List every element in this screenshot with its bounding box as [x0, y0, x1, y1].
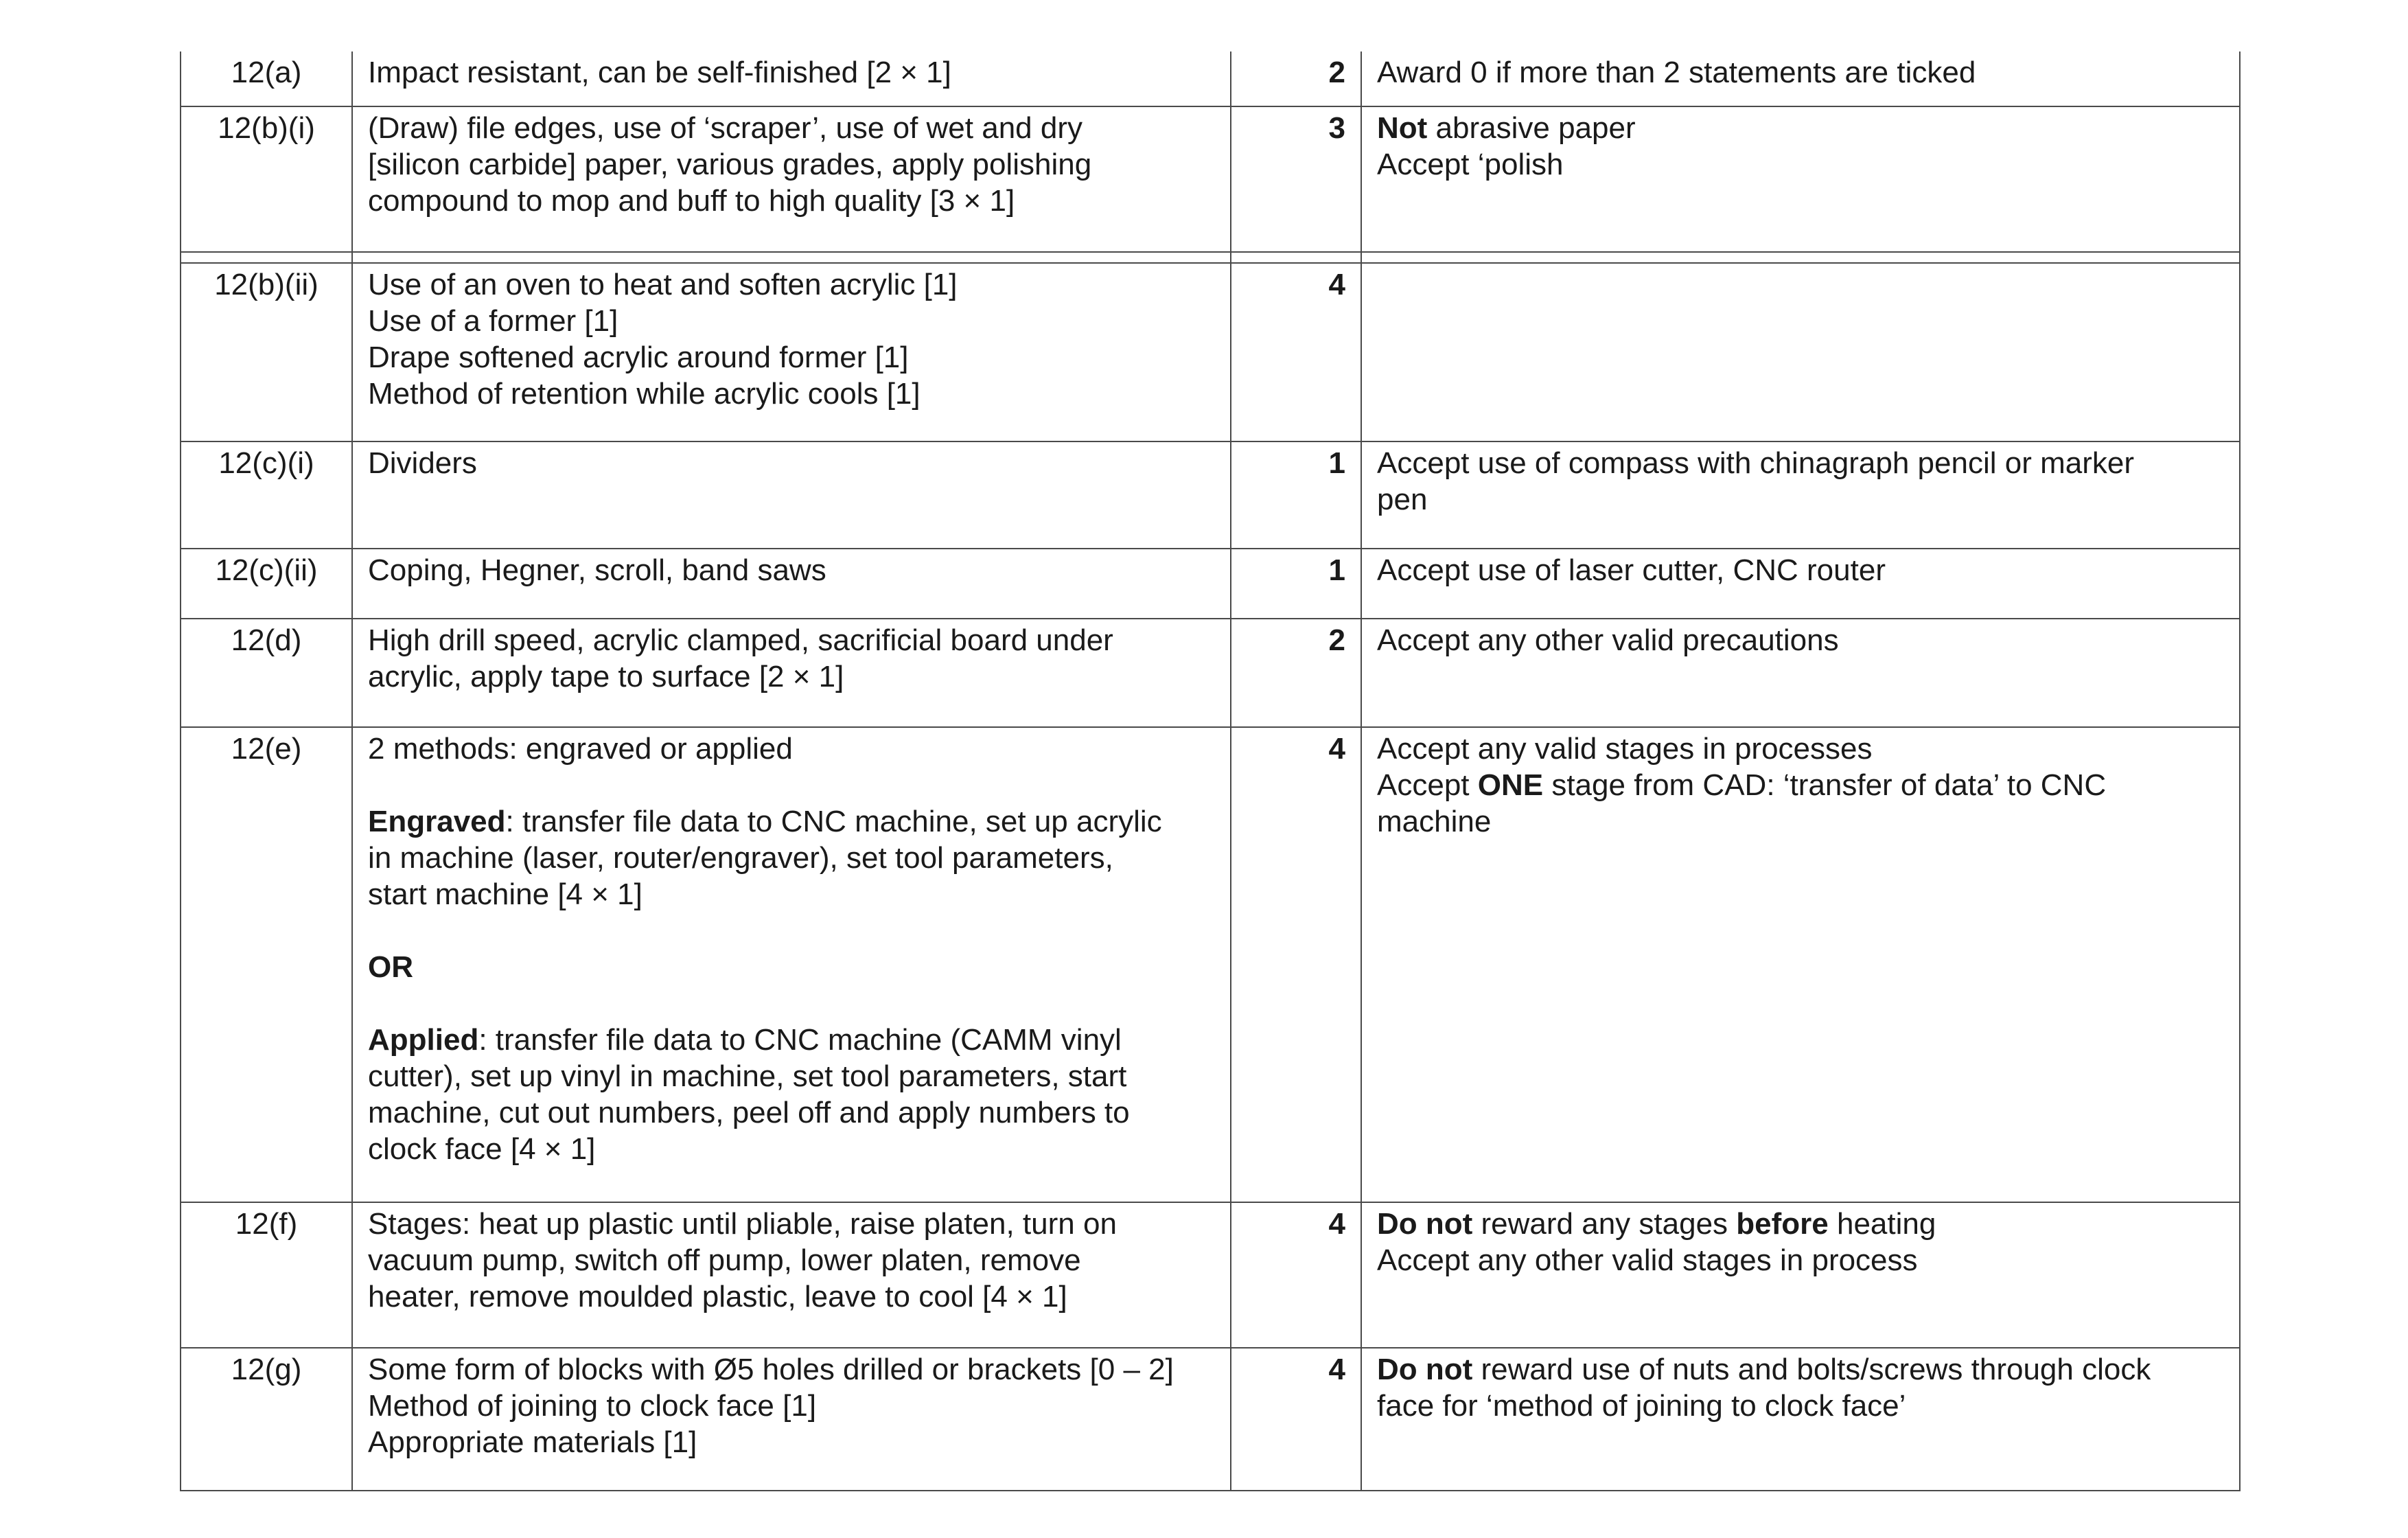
- guidance-bold: before: [1736, 1207, 1829, 1241]
- blank-line: [368, 767, 1216, 803]
- guidance-bold: Do not: [1377, 1353, 1473, 1386]
- table-row-12d: [181, 619, 2240, 727]
- guidance-line: Accept any other valid stages in process: [1377, 1243, 1918, 1277]
- table-row-12cii: [181, 549, 2240, 619]
- engraved-label: Engraved: [368, 805, 506, 838]
- question-number: 12(c)(i): [181, 441, 352, 549]
- table-row-12bi: [181, 106, 2240, 252]
- guidance-line: machine: [1377, 805, 1492, 838]
- answer-line: [368, 949, 1216, 985]
- guidance-text: Accept: [1377, 768, 1478, 802]
- answer-cell: [352, 51, 1231, 106]
- answer-line: Method of joining to clock face [1]: [368, 1389, 817, 1423]
- answer-line: start machine [4 × 1]: [368, 877, 642, 911]
- answer-line: [368, 803, 1216, 840]
- answer-line: cutter), set up vinyl in machine, set tool parameters, start: [368, 1059, 1127, 1093]
- question-number: 12(f): [181, 1202, 352, 1348]
- answer-line: Use of an oven to heat and soften acrylic [1]: [368, 268, 958, 301]
- blank-line: [368, 985, 1216, 1022]
- divider-cell: [181, 252, 352, 263]
- guidance-line: Award 0 if more than 2 statements are ticked: [1377, 56, 1976, 89]
- guidance-text: reward any stages: [1472, 1207, 1737, 1241]
- answer-line: Use of a former [1]: [368, 304, 618, 338]
- answer-cell: [352, 441, 1231, 549]
- table-row-12ci: [181, 441, 2240, 549]
- marks-cell: 2: [1231, 51, 1361, 106]
- answer-line: clock face [4 × 1]: [368, 1132, 596, 1166]
- guidance-line: Accept any valid stages in processes: [1377, 732, 1873, 766]
- guidance-cell: [1361, 51, 2240, 106]
- guidance-bold: Do not: [1377, 1207, 1473, 1241]
- answer-line: Appropriate materials [1]: [368, 1425, 697, 1459]
- answer-line: [368, 1022, 1216, 1058]
- guidance-cell: [1361, 1348, 2240, 1491]
- guidance-cell: [1361, 106, 2240, 252]
- answer-line: (Draw) file edges, use of ‘scraper’, use of wet and dry: [368, 111, 1083, 145]
- marks-cell: 4: [1231, 727, 1361, 1202]
- question-number: 12(g): [181, 1348, 352, 1491]
- answer-line: Stages: heat up plastic until pliable, raise platen, turn on: [368, 1207, 1117, 1241]
- question-number: 12(c)(ii): [181, 549, 352, 619]
- guidance-line: Accept any other valid precautions: [1377, 623, 1839, 657]
- answer-text: : transfer file data to CNC machine (CAMM vinyl: [478, 1023, 1122, 1057]
- guidance-text: abrasive paper: [1427, 111, 1636, 145]
- answer-cell: [352, 549, 1231, 619]
- answer-cell: [352, 263, 1231, 441]
- answer-line: heater, remove moulded plastic, leave to cool [4 × 1]: [368, 1280, 1067, 1313]
- answer-line: vacuum pump, switch off pump, lower platen, remove: [368, 1243, 1081, 1277]
- answer-line: compound to mop and buff to high quality [3 × 1]: [368, 184, 1015, 218]
- question-number: 12(b)(ii): [181, 263, 352, 441]
- guidance-line: Accept ‘polish: [1377, 148, 1564, 181]
- question-number: 12(e): [181, 727, 352, 1202]
- guidance-cell: [1361, 441, 2240, 549]
- table-row-divider: [181, 252, 2240, 263]
- question-number: 12(a): [181, 51, 352, 106]
- guidance-line: [1377, 1351, 2225, 1388]
- answer-cell: [352, 619, 1231, 727]
- question-number: 12(b)(i): [181, 106, 352, 252]
- applied-label: Applied: [368, 1023, 479, 1057]
- answer-cell: [352, 106, 1231, 252]
- answer-line: in machine (laser, router/engraver), set tool parameters,: [368, 841, 1113, 875]
- marks-cell: 3: [1231, 106, 1361, 252]
- answer-line: [silicon carbide] paper, various grades, apply polishing: [368, 148, 1092, 181]
- guidance-cell: [1361, 263, 2240, 441]
- marks-cell: 1: [1231, 441, 1361, 549]
- guidance-text: reward use of nuts and bolts/screws through clock: [1472, 1353, 2151, 1386]
- guidance-line: pen: [1377, 483, 1428, 516]
- answer-cell: [352, 1348, 1231, 1491]
- guidance-cell: [1361, 619, 2240, 727]
- answer-line: Method of retention while acrylic cools [1]: [368, 377, 921, 411]
- answer-line: Some form of blocks with Ø5 holes drilled or brackets [0 – 2]: [368, 1353, 1174, 1386]
- mark-scheme-table: [180, 51, 2241, 1491]
- table-row-12g: [181, 1348, 2240, 1491]
- blank-line: [368, 913, 1216, 949]
- table-row-12a: [181, 51, 2240, 106]
- answer-line: 2 methods: engraved or applied: [368, 732, 793, 766]
- guidance-line: Accept use of laser cutter, CNC router: [1377, 553, 1886, 587]
- answer-line: Dividers: [368, 446, 477, 480]
- guidance-line: face for ‘method of joining to clock face’: [1377, 1389, 1906, 1423]
- marks-cell: 4: [1231, 1202, 1361, 1348]
- guidance-text: stage from CAD: ‘transfer of data’ to CNC: [1543, 768, 2107, 802]
- question-number: 12(d): [181, 619, 352, 727]
- guidance-line: [1377, 767, 2225, 803]
- marks-cell: 4: [1231, 263, 1361, 441]
- answer-line: High drill speed, acrylic clamped, sacrificial board under: [368, 623, 1113, 657]
- marks-cell: 1: [1231, 549, 1361, 619]
- guidance-cell: [1361, 549, 2240, 619]
- answer-cell: [352, 727, 1231, 1202]
- marks-cell: 2: [1231, 619, 1361, 727]
- table-row-12e: [181, 727, 2240, 1202]
- guidance-bold: ONE: [1477, 768, 1544, 802]
- guidance-bold: Not: [1377, 111, 1428, 145]
- answer-line: machine, cut out numbers, peel off and apply numbers to: [368, 1096, 1130, 1129]
- divider-cell: [1231, 252, 1361, 263]
- answer-cell: [352, 1202, 1231, 1348]
- answer-line: Coping, Hegner, scroll, band saws: [368, 553, 826, 587]
- guidance-line: Accept use of compass with chinagraph pencil or marker: [1377, 446, 2134, 480]
- table-row-12bii: [181, 263, 2240, 441]
- guidance-cell: [1361, 727, 2240, 1202]
- table-row-12f: [181, 1202, 2240, 1348]
- answer-line: Drape softened acrylic around former [1]: [368, 341, 909, 374]
- or-label: OR: [368, 950, 413, 984]
- divider-cell: [1361, 252, 2240, 263]
- answer-text: : transfer file data to CNC machine, set up acrylic: [505, 805, 1162, 838]
- guidance-text: heating: [1828, 1207, 1936, 1241]
- answer-line: Impact resistant, can be self-finished [2 × 1]: [368, 56, 951, 89]
- divider-cell: [352, 252, 1231, 263]
- guidance-line: [1377, 1206, 2225, 1242]
- guidance-cell: [1361, 1202, 2240, 1348]
- marks-cell: 4: [1231, 1348, 1361, 1491]
- guidance-line: [1377, 110, 2225, 146]
- answer-line: acrylic, apply tape to surface [2 × 1]: [368, 660, 844, 693]
